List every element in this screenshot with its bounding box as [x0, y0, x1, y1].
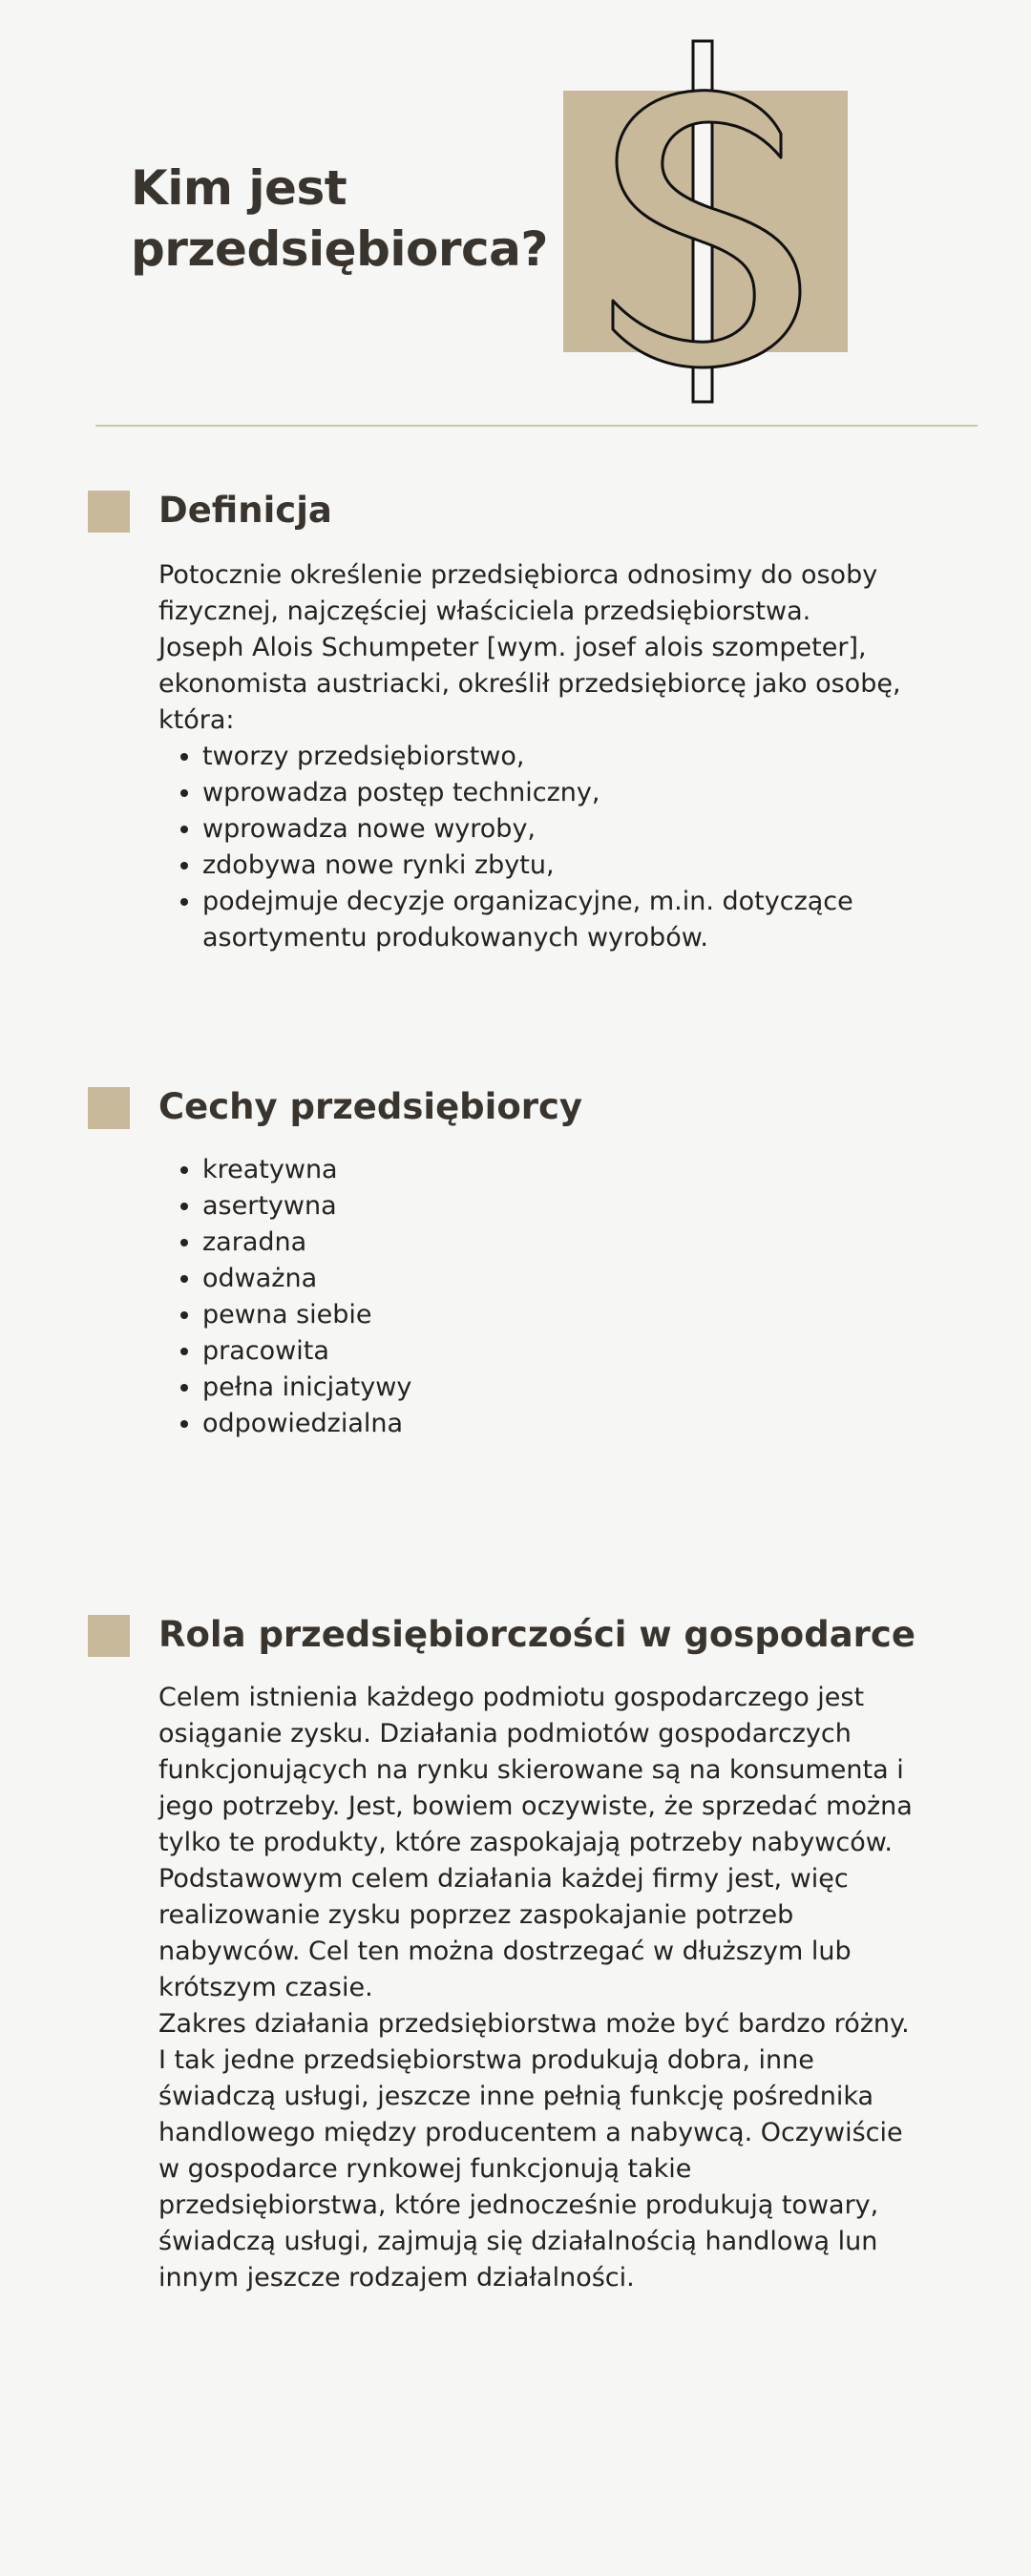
rola-marker	[88, 1615, 130, 1657]
list-item: • podejmuje decyzje organizacyjne, m.in. dotyczące asortymentu produkowanych wyrobów.	[202, 884, 922, 956]
definicja-list	[158, 739, 922, 956]
definicja-title: Definicja	[158, 490, 332, 531]
list-item: • wprowadza nowe wyroby,	[202, 811, 922, 848]
rola-text: Celem istnienia każdego podmiotu gospodarczego jest osiąganie zysku. Działania podmiotów gospodarczych funkcjonujących na rynku skierowane są na konsumenta i jego potrzeby. Jest, bowiem oczywiste, że sprzedać można tylko te produkty, które zaspokajają potrzeby nabywców. Podstawowym celem działania każdej firmy jest, więc realizowanie zysku poprzez zaspokajanie potrzeb nabywców. Cel ten można dostrzegać w dłuższym lub krótszym czasie. Zakres działania przedsiębiorstwa może być bardzo różny. I tak jedne przedsiębiorstwa produkują dobra, inne świadczą usługi, jeszcze inne pełnią funkcję pośrednika handlowego między producentem a nabywcą. Oczywiście w gospodarce rynkowej funkcjonują takie przedsiębiorstwa, które jednocześnie produkują towary, świadczą usługi, zajmują się działalnością handlową lun innym jeszcze rodzajem działalności.	[158, 1683, 913, 2293]
list-item: • wprowadza postęp techniczny,	[202, 775, 922, 811]
rola-title: Rola przedsiębiorczości w gospodarce	[158, 1614, 915, 1655]
cechy-body	[158, 1152, 922, 1442]
page-title-line-2: przedsiębiorca?	[131, 221, 548, 277]
cechy-marker	[88, 1087, 130, 1129]
list-item: • zdobywa nowe rynki zbytu,	[202, 848, 922, 884]
list-item: • asertywna	[202, 1188, 922, 1225]
rola-body	[158, 1680, 922, 2296]
list-item: • kreatywna	[202, 1152, 922, 1188]
list-item: • pracowita	[202, 1333, 922, 1370]
list-item: • pełna inicjatywy	[202, 1370, 922, 1406]
definicja-body	[158, 557, 922, 956]
page-title	[131, 157, 548, 280]
header-divider	[95, 425, 978, 427]
list-item: • odpowiedzialna	[202, 1406, 922, 1442]
list-item: • pewna siebie	[202, 1297, 922, 1333]
definicja-text: Potocznie określenie przedsiębiorca odnosimy do osoby fizycznej, najczęściej właściciela przedsiębiorstwa. Joseph Alois Schumpeter [wym. josef alois szompeter], ekonomista austriacki, określił przedsiębiorcę jako osobę, która:	[158, 560, 901, 735]
cechy-list	[158, 1152, 922, 1442]
page-title-line-1: Kim jest	[131, 160, 347, 216]
list-item: • tworzy przedsiębiorstwo,	[202, 739, 922, 775]
dollar-sign-icon	[601, 38, 811, 410]
cechy-title: Cechy przedsiębiorcy	[158, 1086, 583, 1127]
list-item: • zaradna	[202, 1225, 922, 1261]
list-item: • odważna	[202, 1261, 922, 1297]
definicja-marker	[88, 491, 130, 533]
